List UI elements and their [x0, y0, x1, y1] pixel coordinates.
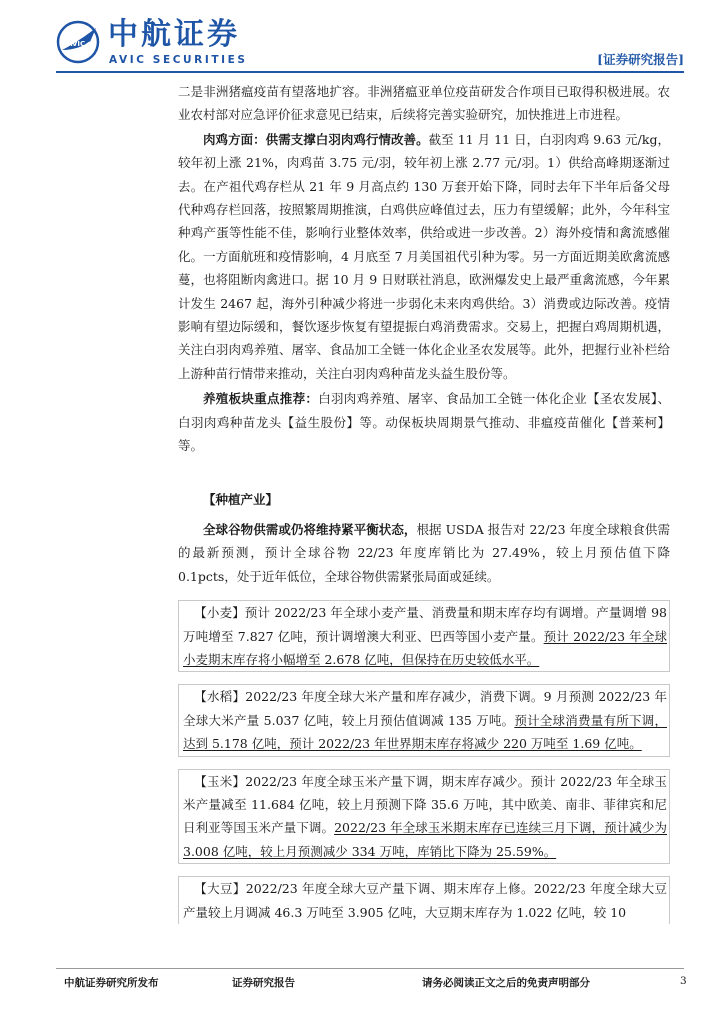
footer-report-type: 证券研究报告 [232, 977, 295, 989]
paragraph-broiler [178, 128, 670, 385]
svg-text:AVIC: AVIC [67, 40, 86, 48]
wheat-box [178, 600, 670, 672]
wheat-text: 预计 2022/23 年全球小麦产量、消费量和期末库存均有调增。产量调增 98 万吨增至 7.827 亿吨，预计调增澳大利亚、巴西等国小麦产量。 [183, 605, 667, 644]
wheat-underlined: 预计 2022/23 年全球小麦期末库存将小幅增至 2.678 亿吨，但保持在历史较低水平。 [183, 628, 667, 667]
broiler-body: 截至 11 月 11 日，白羽肉鸡 9.63 元/kg，较年初上涨 21%，肉鸡苗 3.75 元/羽，较年初上涨 2.77 元/羽。1）供给高峰期逐渐过去。在产祖代鸡存栏从 21 年 9 月高点约 130 万套开始下降，同时去年下半年后备父母代种鸡存栏回落，按照繁周期推演，白鸡供应峰值过去，压力有望缓解；此外，今年科宝种鸡产蛋等性能不佳，影响行业整体效率，供给或进一步改善。2）海外疫情和禽流感催化。一方面航班和疫情影响，4 月底至 7 月美国祖代引种为零。另一方面近期美欧禽流感蔓，也将阻断肉禽进口。据 10 月 9 日财联社消息，欧洲爆发史上最严重禽流感，今年累计发生 2467 起，海外引种减少将进一步弱化未来肉鸡供给。3）消费或边际改善。疫情影响有望边际缓和，餐饮逐步恢复有望提振白鸡消费需求。交易上，把握白鸡周期机遇，关注白羽肉鸡养殖、屠宰、食品加工全链一体化企业圣农发展等。此外，把握行业补栏给上游种苗行情带来推动，关注白羽肉鸡种苗龙头益生股份等。 [178, 131, 670, 381]
rice-underlined: 预计全球消费量有所下调，达到 5.178 亿吨，预计 2022/23 年世界期末库存将减少 220 万吨至 1.69 亿吨。 [183, 712, 667, 752]
section-title-planting: 【种植产业】 [203, 491, 279, 507]
paragraph-rice [183, 685, 667, 755]
paragraph-asf-vaccine: 二是非洲猪瘟疫苗有望落地扩容。非洲猪瘟亚单位疫苗研发合作项目已取得积极进展。农业农村部对应急评价征求意见已结束，后续将完善实验研究，加快推进上市进程。 [178, 84, 670, 123]
broiler-lead: 肉鸡方面：供需支撑白羽肉鸡行情改善。 [203, 131, 429, 147]
paragraph-wheat [183, 601, 667, 671]
rice-label: 【水稻】 [194, 689, 246, 705]
rice-text: 2022/23 年度全球大米产量和库存减少，消费下调。9 月预测 2022/23 年全球大米产量 5.037 亿吨，较上月预估值调减 135 万吨。 [183, 689, 667, 728]
footer-divider [56, 968, 684, 969]
report-body [178, 80, 670, 924]
report-type-tag: [证券研究报告] [597, 52, 684, 67]
recommend-body: 白羽肉鸡养殖、屠宰、食品加工全链一体化企业【圣农发展】、白羽肉鸡种苗龙头【益生股份】等。动保板块周期景气推动、非瘟疫苗催化【普莱柯】等。 [178, 391, 670, 454]
paragraph-grain-balance [178, 518, 670, 588]
corn-label: 【玉米】 [194, 773, 246, 789]
grain-body: 根据 USDA 报告对 22/23 年度全球粮食供需的最新预测，预计全球谷物 22/23 年度库销比为 27.49%，较上月预估值下降 0.1pcts，处于近年低位，全球谷物供需紧张局面或延续。 [178, 521, 670, 584]
footer-publisher: 中航证券研究所发布 [64, 977, 159, 989]
brand-name-en: AVIC SECURITIES [109, 54, 248, 66]
header-divider [56, 71, 684, 73]
corn-text: 2022/23 年度全球玉米产量下调，期末库存减少。预计 2022/23 年全球玉米产量减至 11.684 亿吨，较上月预测下降 35.6 万吨，其中欧美、南非、菲律宾和尼日利亚等国玉米产量下调。 [183, 773, 667, 836]
footer-disclaimer: 请务必阅读正文之后的免责声明部分 [422, 977, 590, 989]
recommend-lead: 养殖板块重点推荐： [203, 391, 319, 407]
page-number: 3 [680, 975, 687, 987]
soybean-box [178, 876, 670, 924]
page-header [0, 0, 724, 80]
corn-box [178, 769, 670, 865]
soy-text: 2022/23 年度全球大豆产量下调、期末库存上修。2022/23 年度全球大豆产量较上月调减 46.3 万吨至 3.905 亿吨，大豆期末库存为 1.022 亿吨，较 10 [183, 881, 667, 920]
soy-label: 【大豆】 [194, 881, 246, 897]
paragraph-corn [183, 770, 667, 864]
grain-lead: 全球谷物供需或仍将维持紧平衡状态， [203, 521, 417, 537]
avic-airplane-logo-icon [56, 20, 100, 64]
rice-box [178, 684, 670, 756]
paragraph-recommendation [178, 387, 670, 457]
brand-name-cn: 中航证券 [108, 17, 240, 52]
corn-underlined: 2022/23 年全球玉米期末库存已连续三月下调，预计减少为 3.008 亿吨，较上月预测减少 334 万吨，库销比下降为 25.59%。 [183, 820, 667, 859]
paragraph-soybean [183, 877, 667, 924]
wheat-label: 【小麦】 [194, 605, 245, 621]
